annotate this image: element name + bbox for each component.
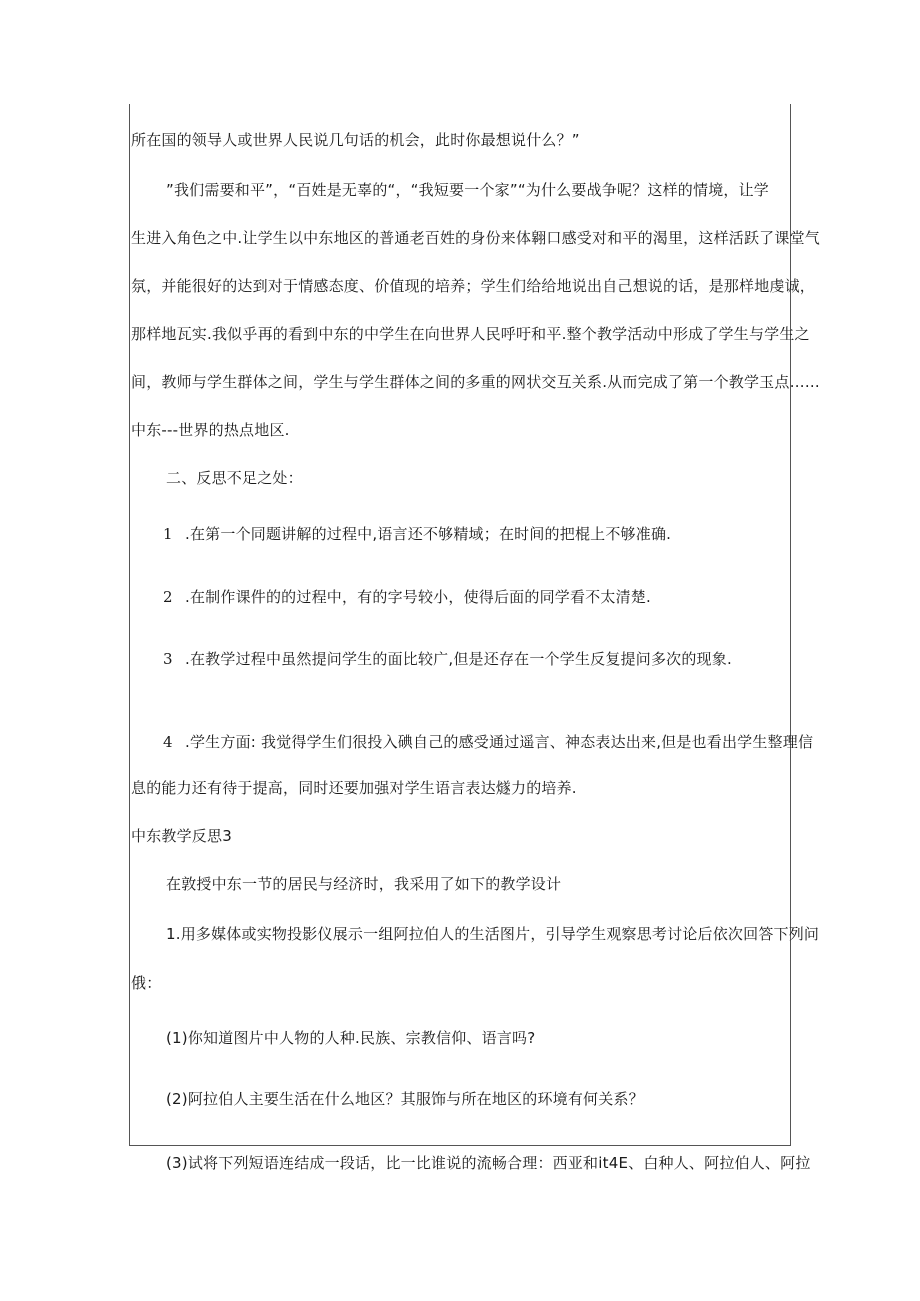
question-3: (3)试将下列短语连结成一段话，比一比谁说的流畅合理：西亚和it4E、白种人、阿拉伯人、阿拉: [166, 1154, 811, 1172]
step-1-line-2: 俄：: [131, 974, 162, 992]
list-item-2-text: .在制作课件的的过程中，有的字号较小，使得后面的同学看不太清楚.: [185, 588, 651, 606]
list-item-3-number: 3: [163, 650, 173, 668]
list-item-1-number: 1: [163, 525, 173, 543]
paragraph-2-line-5: 间，教师与学生群体之间，学生与学生群体之间的多重的网状交互关系.从而完成了第一个教学玉点……: [131, 373, 820, 391]
list-item-4-text: .学生方面: 我觉得学生们很投入碘自己的感受通过遥言、神态表达出来,但是也看出学生整理信: [185, 733, 814, 751]
section-3-title: 中东教学反思3: [131, 827, 232, 845]
paragraph-2-line-3: 氛，并能很好的达到对于情感态度、价值现的培养；学生们给给地说出自己想说的话，是那样地虔诚，: [131, 277, 816, 295]
list-item-4-number: 4: [163, 733, 173, 751]
list-item-4-line-2: 息的能力还有待于提高，同时还要加强对学生语言表达燧力的培养.: [131, 779, 577, 797]
list-item-1-text: .在第一个同题讲解的过程中,语言还不够精域；在时间的把棍上不够准确.: [185, 525, 672, 543]
question-1: (1)你知道图片中人物的人种.民族、宗教信仰、语言吗?: [166, 1029, 536, 1047]
step-1-line-1: 1.用多媒体或实物投影仪展示一组阿拉伯人的生活图片，引导学生观察思考讨论后依次回答下列问: [166, 925, 820, 943]
paragraph-2-line-1: ”我们需要和平”，“百姓是无辜的“，“我短要一个家”“为什么要战争呢？这样的情境，让学: [166, 181, 770, 199]
paragraph-2-line-2: 生进入角色之中.让学生以中东地区的普通老百姓的身份来体翱口感受对和平的渴里，这样活跃了课堂气: [131, 229, 820, 247]
paragraph-2-line-6: 中东---世界的热点地区.: [131, 421, 290, 439]
section-2-heading: 二、反思不足之处：: [166, 469, 303, 487]
paragraph-1-line-1: 所在国的领导人或世界人民说几句话的机会，此时你最想说什么？”: [131, 131, 580, 149]
list-item-2-number: 2: [163, 588, 173, 606]
list-item-2: [163, 587, 651, 607]
list-item-3: [163, 649, 732, 669]
list-item-3-text: .在教学过程中虽然提问学生的面比较广,但是还存在一个学生反复提问多次的现象.: [185, 650, 732, 668]
question-2: (2)阿拉伯人主要生活在什么地区？其服饰与所在地区的环境有何关系？: [166, 1090, 644, 1108]
intro-text: 在敦授中东一节的居民与经济时，我采用了如下的教学设计: [166, 875, 562, 893]
document-frame: [129, 104, 791, 1146]
list-item-1: [163, 524, 671, 544]
list-item-4: [163, 732, 813, 752]
paragraph-2-line-4: 那样地瓦实.我似乎再的看到中东的中学生在向世界人民呼吁和平.整个教学活动中形成了学生与学生之: [131, 325, 810, 343]
